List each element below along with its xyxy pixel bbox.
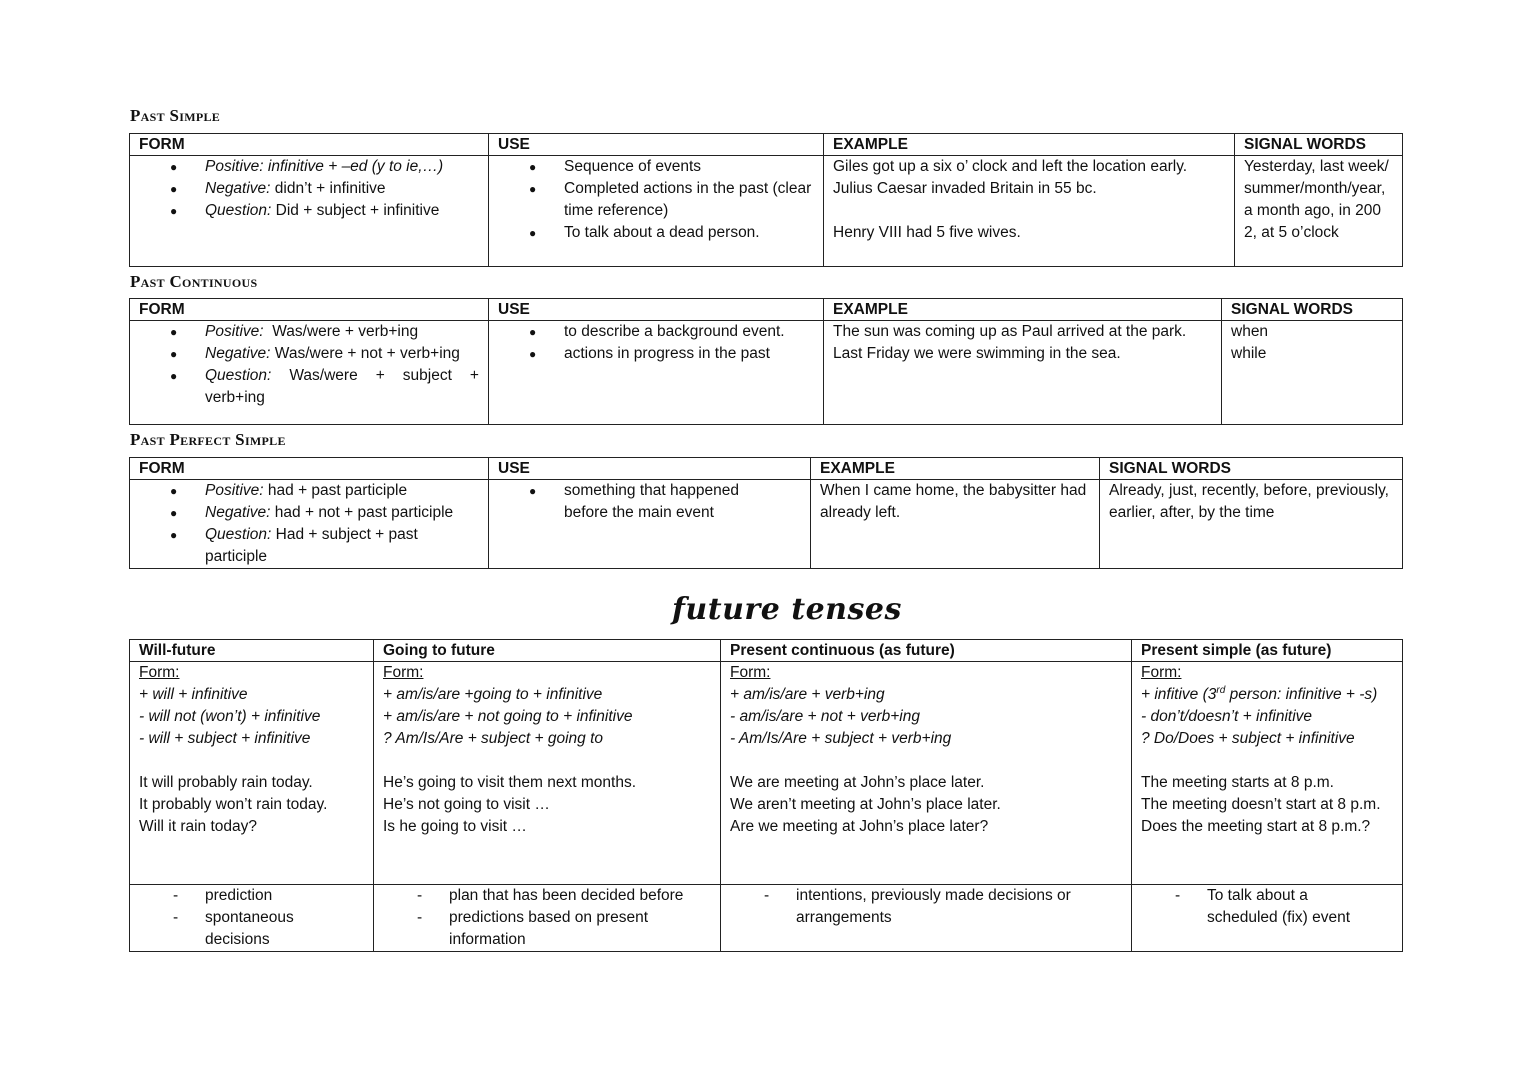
signal-words-cell bbox=[1100, 480, 1403, 569]
use-item: - To talk about a scheduled (fix) event bbox=[1207, 885, 1373, 929]
form-line: - Am/Is/Are + subject + verb+ing bbox=[730, 730, 952, 747]
present-continuous-use-cell bbox=[721, 885, 1132, 952]
use-header: USE bbox=[489, 299, 824, 321]
form-line: + am/is/are +going to + infinitive bbox=[383, 686, 603, 703]
form-header: FORM bbox=[130, 299, 489, 321]
form-negative: ● Negative: Was/were + not + verb+ing bbox=[205, 343, 479, 365]
example-header: EXAMPLE bbox=[824, 134, 1235, 156]
example-header: EXAMPLE bbox=[824, 299, 1222, 321]
past-perfect-title: Past Perfect Simple bbox=[130, 430, 286, 449]
form-positive: ● Positive: Was/were + verb+ing bbox=[205, 321, 479, 343]
form-line: - will + subject + infinitive bbox=[139, 730, 311, 747]
form-line: ? Do/Does + subject + infinitive bbox=[1141, 730, 1355, 747]
form-header: FORM bbox=[130, 458, 489, 480]
form-question: ● Question: Was/were + subject + verb+ing bbox=[205, 365, 479, 409]
use-item: - intentions, previously made decisions or arrangements bbox=[796, 885, 1122, 929]
past-continuous-table bbox=[129, 298, 1403, 425]
signal-words-header: SIGNAL WORDS bbox=[1222, 299, 1403, 321]
example-line: When I came home, the babysitter had already left. bbox=[820, 482, 1087, 521]
signal-words-header: SIGNAL WORDS bbox=[1100, 458, 1403, 480]
use-cell bbox=[489, 321, 824, 425]
example-line: Does the meeting start at 8 p.m.? bbox=[1141, 818, 1371, 835]
will-future-use-cell bbox=[130, 885, 374, 952]
present-simple-form-cell bbox=[1132, 662, 1403, 885]
future-tenses-table bbox=[129, 639, 1403, 952]
form-label: Form: bbox=[1141, 664, 1182, 681]
use-item: ● Sequence of events bbox=[564, 156, 814, 178]
example-line: The meeting doesn’t start at 8 p.m. bbox=[1141, 796, 1381, 813]
signal-word: when bbox=[1231, 323, 1269, 340]
present-continuous-header: Present continuous (as future) bbox=[721, 640, 1132, 662]
use-cell bbox=[489, 156, 824, 267]
past-simple-table bbox=[129, 133, 1403, 267]
example-line: It probably won’t rain today. bbox=[139, 796, 328, 813]
example-line: Giles got up a six o’ clock and left the location early. bbox=[833, 158, 1188, 175]
form-cell bbox=[130, 480, 489, 569]
use-item: ● actions in progress in the past bbox=[564, 343, 814, 365]
example-line: We are meeting at John’s place later. bbox=[730, 774, 985, 791]
use-item: - plan that has been decided before bbox=[449, 885, 711, 907]
use-item: - predictions based on present information bbox=[449, 907, 711, 951]
form-label: Form: bbox=[730, 664, 771, 681]
signal-words-cell bbox=[1235, 156, 1403, 267]
present-simple-use-cell bbox=[1132, 885, 1403, 952]
example-line: The sun was coming up as Paul arrived at the park. bbox=[833, 323, 1187, 340]
going-to-future-header: Going to future bbox=[374, 640, 721, 662]
form-line: - will not (won’t) + infinitive bbox=[139, 708, 321, 725]
form-cell bbox=[130, 321, 489, 425]
example-line: Is he going to visit … bbox=[383, 818, 527, 835]
form-line: + am/is/are + not going to + infinitive bbox=[383, 708, 633, 725]
form-question: ● Question: Did + subject + infinitive bbox=[205, 200, 479, 222]
example-line: He’s not going to visit … bbox=[383, 796, 550, 813]
example-cell bbox=[811, 480, 1100, 569]
example-line: He’s going to visit them next months. bbox=[383, 774, 637, 791]
example-line: Will it rain today? bbox=[139, 818, 258, 835]
use-item: ● to describe a background event. bbox=[564, 321, 814, 343]
example-line: It will probably rain today. bbox=[139, 774, 313, 791]
use-item: ● To talk about a dead person. bbox=[564, 222, 814, 244]
signal-words-text: Yesterday, last week/summer/month/year, a month ago, in 2002, at 5 o’clock bbox=[1244, 158, 1389, 241]
will-future-header: Will-future bbox=[130, 640, 374, 662]
form-header: FORM bbox=[130, 134, 489, 156]
form-line: - am/is/are + not + verb+ing bbox=[730, 708, 920, 725]
example-line: Last Friday we were swimming in the sea. bbox=[833, 345, 1121, 362]
form-negative: ● Negative: didn’t + infinitive bbox=[205, 178, 479, 200]
use-item: ● something that happened before the main event bbox=[564, 480, 761, 524]
signal-word: while bbox=[1231, 345, 1267, 362]
form-cell bbox=[130, 156, 489, 267]
present-continuous-form-cell bbox=[721, 662, 1132, 885]
form-negative: ● Negative: had + not + past participle bbox=[205, 502, 479, 524]
form-line: + will + infinitive bbox=[139, 686, 248, 703]
past-simple-title: Past Simple bbox=[130, 106, 221, 125]
will-future-form-cell bbox=[130, 662, 374, 885]
signal-words-header: SIGNAL WORDS bbox=[1235, 134, 1403, 156]
example-line: Julius Caesar invaded Britain in 55 bc. bbox=[833, 180, 1097, 197]
use-item: - spontaneous decisions bbox=[205, 907, 334, 951]
example-cell bbox=[824, 156, 1235, 267]
example-line: Are we meeting at John’s place later? bbox=[730, 818, 989, 835]
use-cell bbox=[489, 480, 811, 569]
example-header: EXAMPLE bbox=[811, 458, 1100, 480]
form-label: Form: bbox=[383, 664, 424, 681]
form-label: Form: bbox=[139, 664, 180, 681]
future-tenses-title: future tenses bbox=[672, 592, 902, 627]
use-item: - prediction bbox=[205, 885, 334, 907]
signal-words-cell bbox=[1222, 321, 1403, 425]
past-continuous-title: Past Continuous bbox=[130, 272, 258, 291]
example-line: We aren’t meeting at John’s place later. bbox=[730, 796, 1001, 813]
signal-words-text: Already, just, recently, before, previously, earlier, after, by the time bbox=[1109, 482, 1389, 521]
form-positive: ● Positive: had + past participle bbox=[205, 480, 479, 502]
form-line: - don’t/doesn’t + infinitive bbox=[1141, 708, 1313, 725]
example-line: The meeting starts at 8 p.m. bbox=[1141, 774, 1334, 791]
present-simple-header: Present simple (as future) bbox=[1132, 640, 1403, 662]
past-perfect-table bbox=[129, 457, 1403, 569]
going-to-form-cell bbox=[374, 662, 721, 885]
form-line: + infitive (3rd person: infinitive + -s) bbox=[1141, 684, 1378, 703]
form-question: ● Question: Had + subject + past participle bbox=[205, 524, 479, 568]
form-line: ? Am/Is/Are + subject + going to bbox=[383, 730, 603, 747]
use-header: USE bbox=[489, 458, 811, 480]
use-item: ● Completed actions in the past (clear time reference) bbox=[564, 178, 814, 222]
form-positive: ● Positive: infinitive + –ed (y to ie,…) bbox=[205, 156, 479, 178]
use-header: USE bbox=[489, 134, 824, 156]
going-to-use-cell bbox=[374, 885, 721, 952]
example-line: Henry VIII had 5 five wives. bbox=[833, 224, 1021, 241]
form-line: + am/is/are + verb+ing bbox=[730, 686, 885, 703]
example-cell bbox=[824, 321, 1222, 425]
